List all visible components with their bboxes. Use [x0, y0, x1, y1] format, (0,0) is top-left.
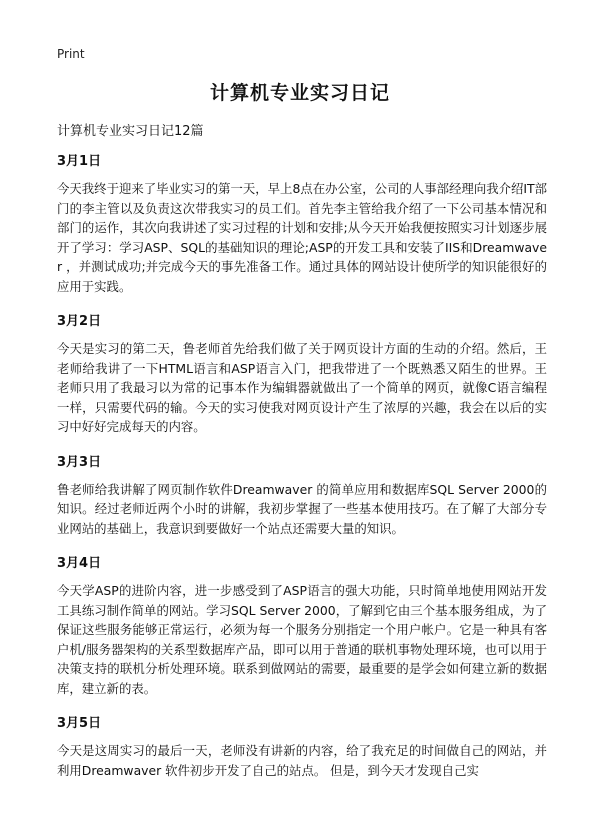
diary-entry [57, 150, 547, 296]
document-subtitle: 计算机专业实习日记12篇 [57, 124, 204, 139]
page-title: 计算机专业实习日记 [209, 82, 390, 104]
print-link[interactable]: Print [57, 47, 85, 61]
entry-date: 3月4日 [57, 556, 102, 571]
entry-text: 今天是这周实习的最后一天，老师没有讲新的内容，给了我充足的时间做自己的网站，并利用Dreamwaver 软件初步开发了自己的站点。 但是，到今天才发现自己实 [57, 743, 547, 778]
entry-date: 3月1日 [57, 154, 102, 169]
entry-date: 3月3日 [57, 454, 102, 470]
entry-date: 3月5日 [57, 716, 102, 731]
entry-date: 3月2日 [57, 314, 102, 329]
diary-entry [57, 552, 547, 698]
diary-content [57, 150, 547, 794]
diary-entry [57, 451, 547, 539]
diary-entry [57, 712, 547, 780]
diary-entry [57, 310, 547, 437]
entry-text: 今天我终于迎来了毕业实习的第一天，早上8点在办公室，公司的人事部经理向我介绍IT部门的李主管以及负责这次带我实习的员工们。首先李主管给我介绍了一下公司基本情况和部门的运作，其次向我讲述了实习过程的计划和安排;从今天开始我便按照实习计划逐步展开了学习：学习ASP、SQL的基础知识的理论;ASP的开发工具和安装了IIS和Dreamwaver ，并测试成功;并完成今天的事先准备工作。通过具体的网站设计使所学的知识能很好的应用于实践。 [57, 181, 547, 294]
entry-text: 今天学ASP的进阶内容，进一步感受到了ASP语言的强大功能，只时简单地使用网站开发工具练习制作简单的网站。学习SQL Server 2000，了解到它由三个基本服务组成，为了保证这些服务能够正常运行，必须为每一个服务分别指定一个用户帐户。它是一种具有客户机/服务器架构的关系型数据库产品，即可以用于普通的联机事物处理环境，也可以用于决策支持的联机分析处理环境。联系到做网站的需要，最重要的是学会如何建立新的数据库，建立新的表。 [57, 583, 547, 696]
entry-text: 今天是实习的第二天，鲁老师首先给我们做了关于网页设计方面的生动的介绍。然后，王老师给我讲了一下HTML语言和ASP语言入门，把我带进了一个既熟悉又陌生的世界。王老师只用了我最习以为常的记事本作为编辑器就做出了一个简单的网页，就像C语言编程一样，只需要代码的输。今天的实习使我对网页设计产生了浓厚的兴趣，我会在以后的实习中好好完成每天的内容。 [57, 341, 547, 434]
entry-text: 鲁老师给我讲解了网页制作软件Dreamwaver 的简单应用和数据库SQL Server 2000的知识。经过老师近两个小时的讲解，我初步掌握了一些基本使用技巧。在了解了大部分专业网站的基础上，我意识到要做好一个站点还需要大量的知识。 [57, 481, 547, 536]
